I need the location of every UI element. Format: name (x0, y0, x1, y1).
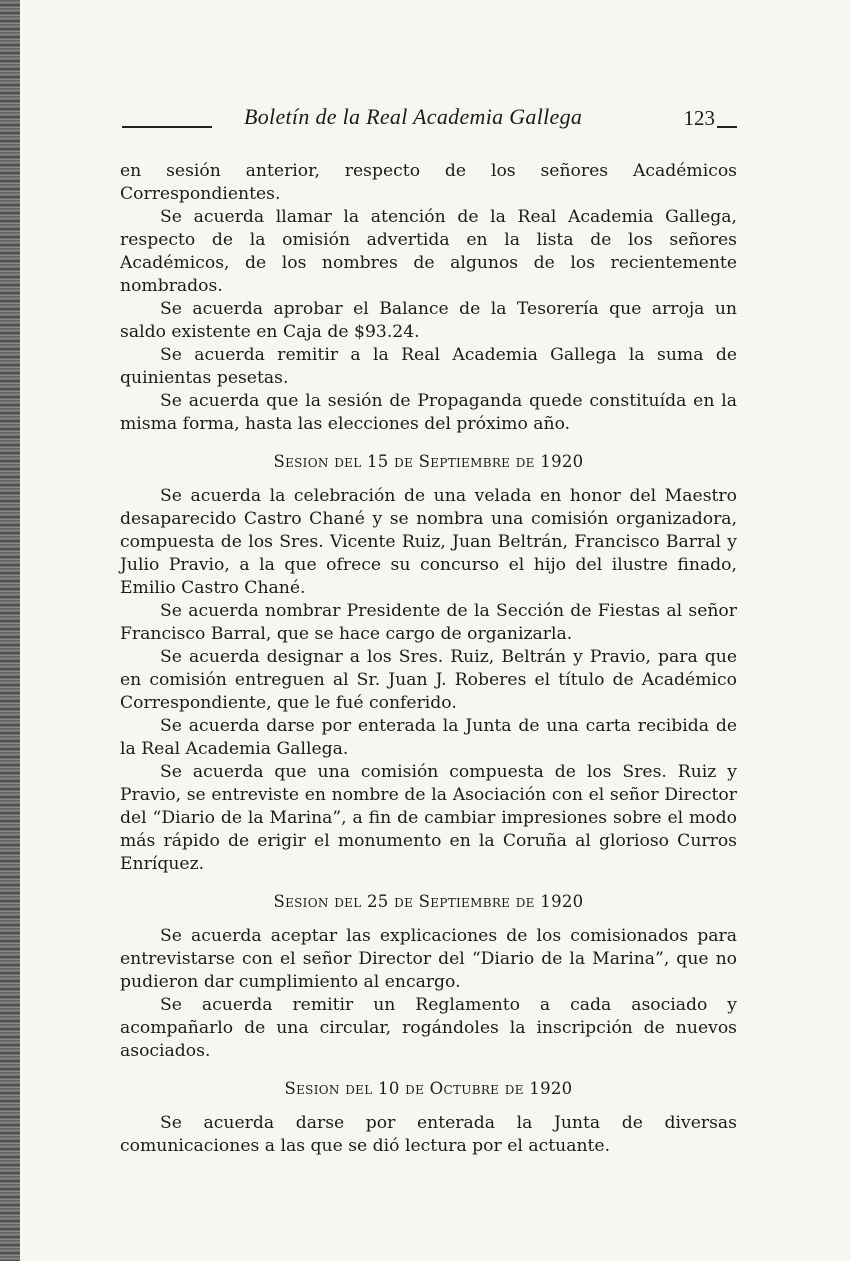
page-binding-edge (0, 0, 20, 1261)
paragraph: Se acuerda aceptar las explicaciones de los comisionados para entrevistarse con el señor Director del “Diario de la Marina”, que no pudieron dar cumplimiento al encargo. (120, 926, 737, 992)
session-heading: Sesion del 15 de Septiembre de 1920 (273, 452, 584, 471)
header-rule-right (717, 126, 737, 128)
paragraph: Se acuerda aprobar el Balance de la Tesorería que arroja un saldo existente en Caja de $93.24. (120, 299, 737, 342)
paragraph: Se acuerda la celebración de una velada en honor del Maestro desaparecido Castro Chané y se nombra una comisión organizadora, compuesta de los Sres. Vicente Ruiz, Juan Beltrán, Francisco Barral y Julio Pravio, a la que ofrece su concurso el hijo del ilustre finado, Emilio Castro Chané. (120, 486, 737, 598)
paragraph: en sesión anterior, respecto de los señores Académicos Correspondientes. (120, 161, 737, 204)
paragraph: Se acuerda remitir a la Real Academia Gallega la suma de quinientas pesetas. (120, 345, 737, 388)
paragraph: Se acuerda darse por enterada la Junta de diversas comunicaciones a las que se dió lectura por el actuante. (120, 1113, 737, 1156)
page-number: 123 (683, 106, 715, 130)
paragraph: Se acuerda remitir un Reglamento a cada asociado y acompañarlo de una circular, rogándoles la inscripción de nuevos asociados. (120, 995, 737, 1061)
header-rule-left (122, 126, 212, 128)
paragraph: Se acuerda designar a los Sres. Ruiz, Beltrán y Pravio, para que en comisión entreguen al Sr. Juan J. Roberes el título de Académico Correspondiente, que le fué conferido. (120, 647, 737, 713)
paragraph: Se acuerda llamar la atención de la Real Academia Gallega, respecto de la omisión advertida en la lista de los señores Académicos, de los nombres de algunos de los recientemente nombrados. (120, 207, 737, 296)
running-header (122, 104, 737, 136)
paragraph: Se acuerda nombrar Presidente de la Sección de Fiestas al señor Francisco Barral, que se hace cargo de organizarla. (120, 601, 737, 644)
session-heading: Sesion del 10 de Octubre de 1920 (284, 1079, 573, 1098)
paragraph: Se acuerda darse por enterada la Junta de una carta recibida de la Real Academia Gallega. (120, 716, 737, 759)
paragraph: Se acuerda que una comisión compuesta de los Sres. Ruiz y Pravio, se entreviste en nombre de la Asociación con el señor Director del “Diario de la Marina”, a fin de cambiar impresiones sobre el modo más rápido de erigir el monumento en la Coruña al glorioso Curros Enríquez. (120, 762, 737, 874)
running-title: Boletín de la Real Academia Gallega (244, 104, 583, 129)
page-body (120, 160, 737, 1158)
session-heading: Sesion del 25 de Septiembre de 1920 (273, 892, 584, 911)
paragraph: Se acuerda que la sesión de Propaganda quede constituída en la misma forma, hasta las elecciones del próximo año. (120, 391, 737, 434)
